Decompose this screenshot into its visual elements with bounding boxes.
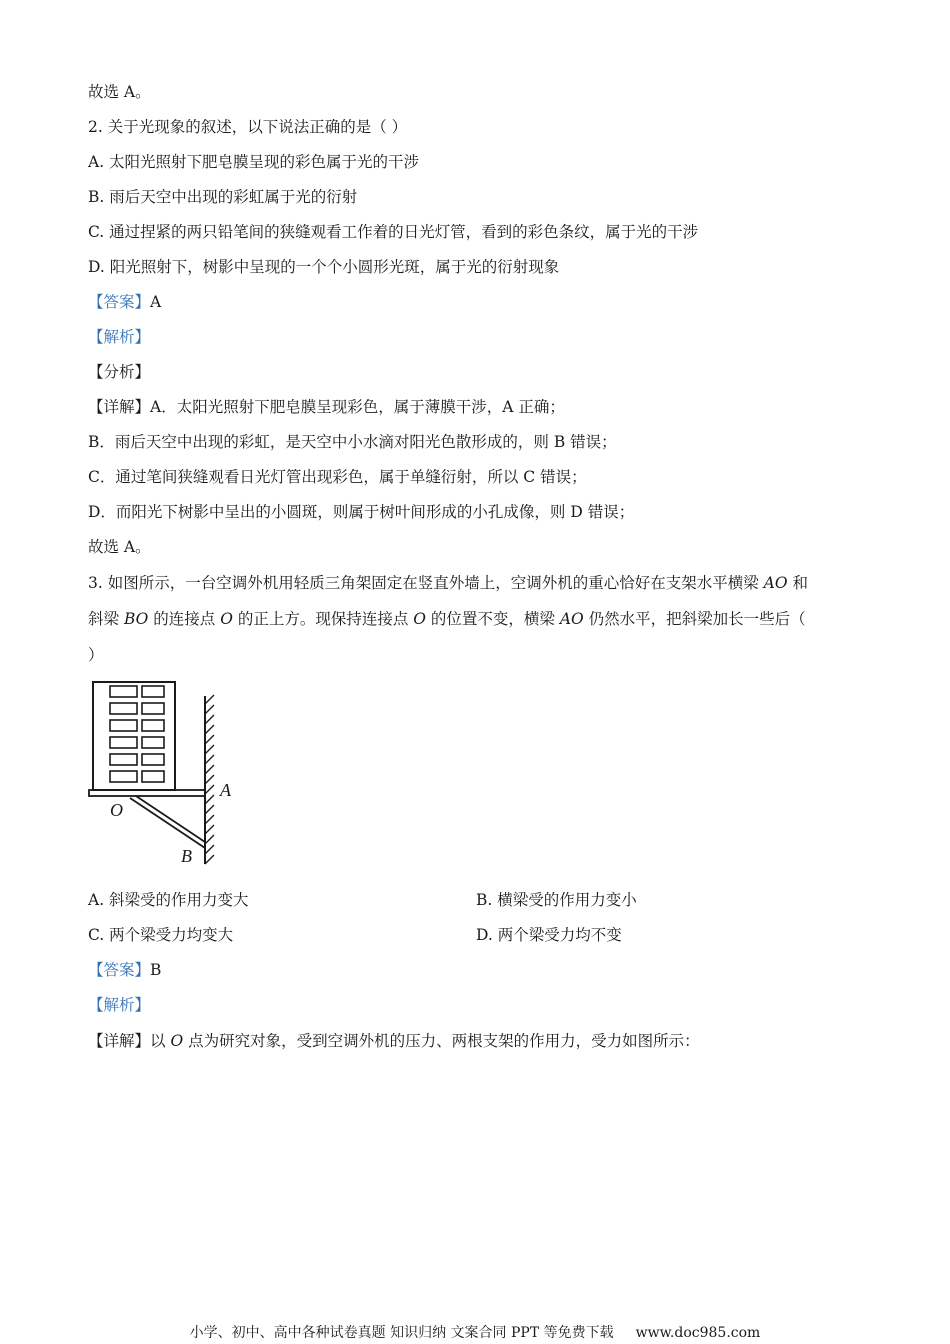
detail-text: A．太阳光照射下肥皂膜呈现彩色，属于薄膜干涉，A 正确； xyxy=(150,398,565,416)
q3-option-b: B. 横梁受的作用力变小 xyxy=(476,891,637,909)
beam-bo xyxy=(130,796,205,848)
page-footer xyxy=(0,1324,950,1342)
footer-text: 小学、初中、高中各种试卷真题 知识归纳 文案合同 PPT 等免费下载 xyxy=(189,1325,614,1341)
q1-conclusion: 故选 A。 xyxy=(88,83,151,101)
q3-stem-line2: 斜梁 BO 的连接点 O 的正上方。现保持连接点 O 的位置不变，横梁 AO 仍然水平，把斜梁加长一些后（ xyxy=(88,610,806,628)
q3-option-d: D. 两个梁受力均不变 xyxy=(476,926,622,944)
ac-unit-body xyxy=(93,682,175,790)
q3-analysis-heading xyxy=(88,995,150,1015)
q3-option-c: C. 两个梁受力均变大 xyxy=(88,926,234,944)
q2-option-a: A. 太阳光照射下肥皂膜呈现的彩色属于光的干涉 xyxy=(88,153,420,171)
q2-option-c: C. 通过捏紧的两只铅笔间的狭缝观看工作着的日光灯管，看到的彩色条纹，属于光的干涉 xyxy=(88,223,699,241)
q2-detail-c: C．通过笔间狭缝观看日光灯管出现彩色，属于单缝衍射，所以 C 错误； xyxy=(88,468,587,486)
wall-hatching xyxy=(205,695,214,864)
label-b: B xyxy=(181,846,192,866)
q2-detail-d: D．而阳光下树影中呈出的小圆斑，则属于树叶间形成的小孔成像，则 D 错误； xyxy=(88,503,635,521)
q3-stem-line3: ） xyxy=(88,646,104,664)
q3-figure xyxy=(86,676,246,868)
q2-fenxi-heading: 【分析】 xyxy=(88,363,151,381)
q2-conclusion: 故选 A。 xyxy=(88,538,151,556)
answer-tag: 【答案】 xyxy=(88,293,151,311)
q2-analysis-heading xyxy=(88,327,150,347)
q2-detail-b: B．雨后天空中出现的彩虹，是天空中小水滴对阳光色散形成的，则 B 错误； xyxy=(88,433,617,451)
detail-tag: 【详解】 xyxy=(88,398,151,416)
answer-value: A xyxy=(150,293,162,311)
label-a: A xyxy=(220,780,231,800)
q2-option-b: B. 雨后天空中出现的彩虹属于光的衍射 xyxy=(88,188,358,206)
q2-answer xyxy=(88,292,161,312)
footer-url[interactable]: www.doc985.com xyxy=(635,1325,761,1341)
q3-option-a: A. 斜梁受的作用力变大 xyxy=(88,891,249,909)
analysis-tag: 【解析】 xyxy=(88,328,151,346)
label-o: O xyxy=(110,800,123,820)
q3-detail: 【详解】以 O 点为研究对象，受到空调外机的压力、两根支架的作用力，受力如图所示： xyxy=(88,1032,700,1050)
q2-option-d: D. 阳光照射下，树影中呈现的一个个小圆形光斑，属于光的衍射现象 xyxy=(88,258,560,276)
q3-stem-line1: 3. 如图所示，一台空调外机用轻质三角架固定在竖直外墙上，空调外机的重心恰好在支架水平横梁 AO 和 xyxy=(88,574,808,592)
answer-tag: 【答案】 xyxy=(88,961,151,979)
q2-detail-a xyxy=(88,397,565,417)
answer-value: B xyxy=(150,961,162,979)
q3-answer xyxy=(88,960,161,980)
q2-stem: 2. 关于光现象的叙述，以下说法正确的是（ ） xyxy=(88,118,408,136)
ac-unit-grid xyxy=(110,686,164,782)
analysis-tag: 【解析】 xyxy=(88,996,151,1014)
